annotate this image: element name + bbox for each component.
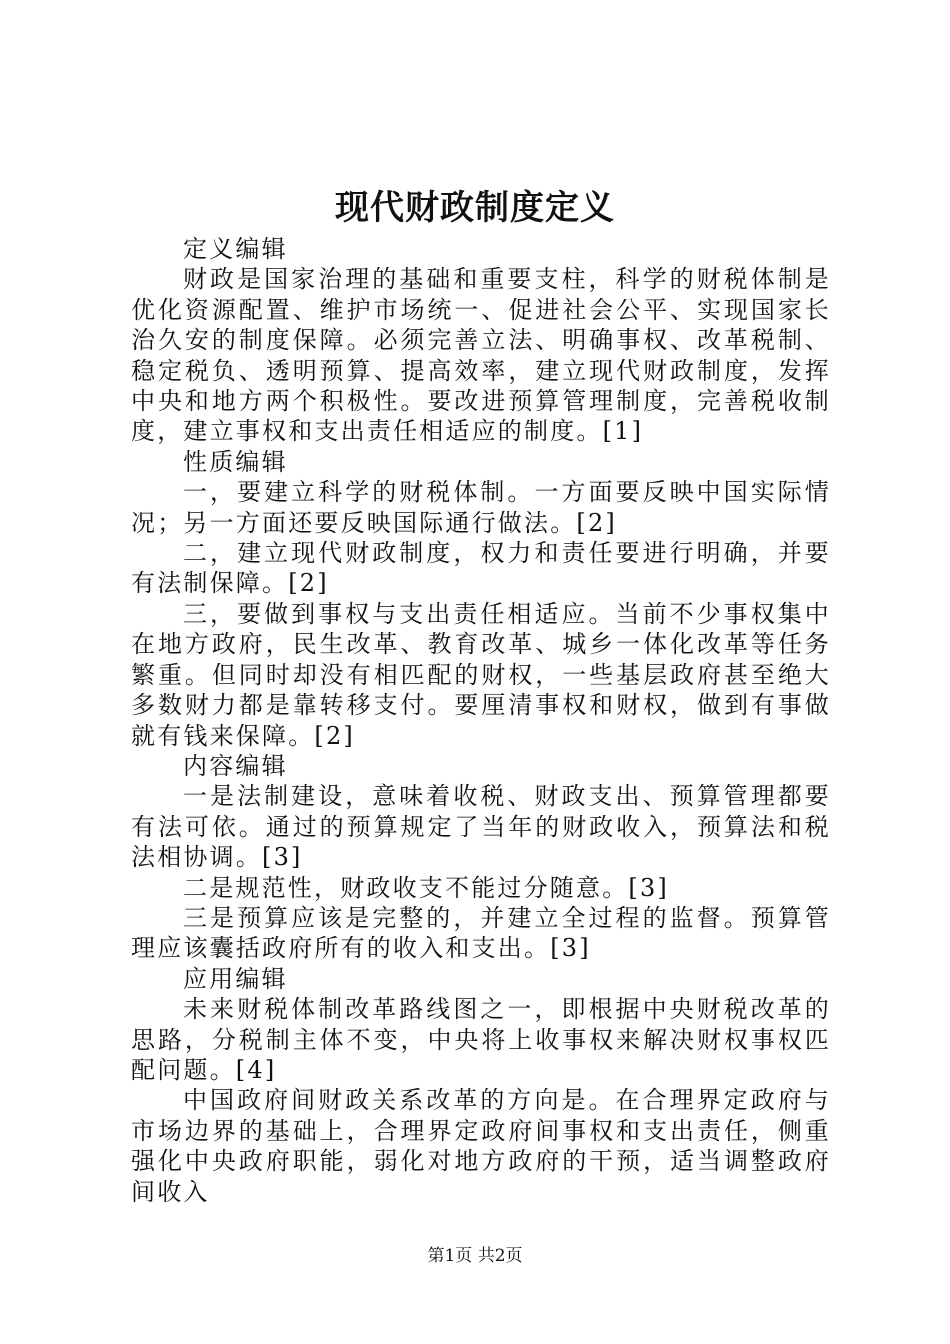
paragraph-nature-1: 一，要建立科学的财税体制。一方面要反映中国实际情况；另一方面还要反映国际通行做法。[2]	[131, 478, 831, 537]
paragraph-nature-2: 二，建立现代财政制度，权力和责任要进行明确，并要有法制保障。[2]	[131, 539, 831, 598]
section-heading-definition: 定义编辑	[183, 235, 288, 263]
paragraph-content-1: 一是法制建设，意味着收税、财政支出、预算管理都要有法可依。通过的预算规定了当年的财政收入，预算法和税法相协调。[3]	[131, 782, 831, 872]
paragraph-nature-3: 三，要做到事权与支出责任相适应。当前不少事权集中在地方政府，民生改革、教育改革、城乡一体化改革等任务繁重。但同时却没有相匹配的财权，一些基层政府甚至绝大多数财力都是靠转移支付。要厘清事权和财权，做到有事做就有钱来保障。[2]	[131, 599, 831, 750]
section-heading-nature: 性质编辑	[183, 447, 288, 476]
section-heading-application: 应用编辑	[183, 964, 288, 993]
document-body	[131, 234, 831, 1207]
paragraph-definition: 财政是国家治理的基础和重要支柱，科学的财税体制是优化资源配置、维护市场统一、促进社会公平、实现国家长治久安的制度保障。必须完善立法、明确事权、改革税制、稳定税负、透明预算、提高效率，建立现代财政制度，发挥中央和地方两个积极性。要改进预算管理制度，完善税收制度，建立事权和支出责任相适应的制度。[1]	[131, 265, 831, 446]
document-title: 现代财政制度定义	[335, 188, 615, 228]
paragraph-content-2: 二是规范性，财政收支不能过分随意。[3]	[183, 873, 669, 902]
section-heading-content: 内容编辑	[183, 751, 288, 780]
page-footer: 第1页 共2页	[427, 1246, 523, 1266]
paragraph-application-2: 中国政府间财政关系改革的方向是。在合理界定政府与市场边界的基础上，合理界定政府间事权和支出责任，侧重强化中央政府职能，弱化对地方政府的干预，适当调整政府间收入	[131, 1086, 831, 1206]
paragraph-application-1: 未来财税体制改革路线图之一，即根据中央财税改革的思路，分税制主体不变，中央将上收事权来解决财权事权匹配问题。[4]	[131, 995, 831, 1084]
paragraph-content-3: 三是预算应该是完整的，并建立全过程的监督。预算管理应该囊括政府所有的收入和支出。[3]	[131, 903, 831, 963]
